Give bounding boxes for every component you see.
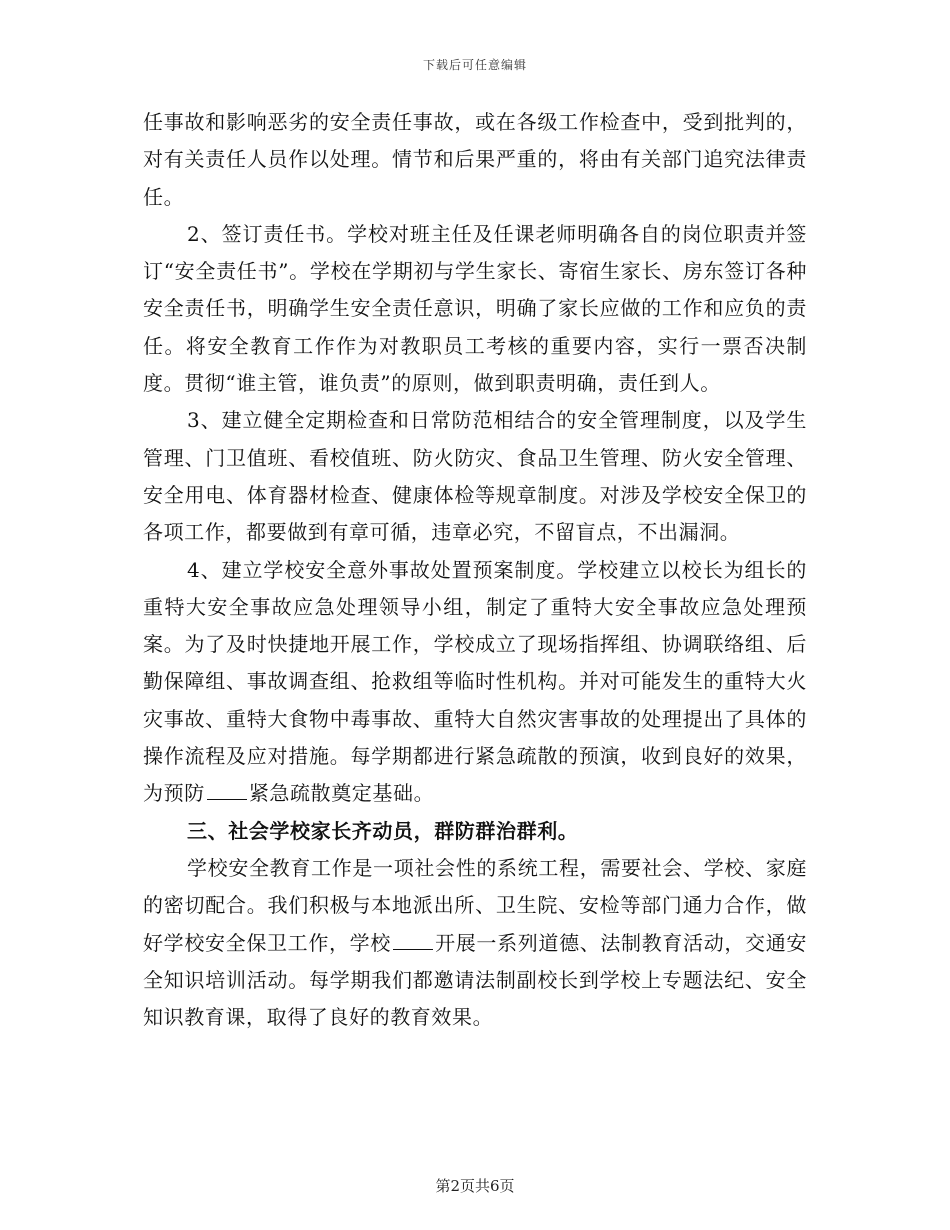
- paragraph-section-3-tail: 开展一系列道德、法制教育活动，交通安全知识培训活动。每学期我们都邀请法制副校长到学校上专题法纪、安全知识教育课，取得了良好的教育效果。: [143, 930, 807, 1030]
- paragraph-section-3: [143, 850, 807, 1036]
- page-number-footer: 第2页共6页: [435, 1177, 515, 1195]
- fill-in-blank: [393, 931, 433, 950]
- document-body: [143, 104, 807, 1036]
- section-heading: 三、社会学校家长齐动员，群防群治群利。: [187, 818, 579, 843]
- paragraph-item-2: 2、签订责任书。学校对班主任及任课老师明确各自的岗位职责并签订“安全责任书”。学校在学期初与学生家长、寄宿生家长、房东签订各种安全责任书，明确学生安全责任意识，明确了家长应做的工作和应负的责任。将安全教育工作作为对教职员工考核的重要内容，实行一票否决制度。贯彻“谁主管，谁负责”的原则，做到职责明确，责任到人。: [143, 221, 807, 396]
- paragraph-section-3-text: 学校安全教育工作是一项社会性的系统工程，需要社会、学校、家庭的密切配合。我们积极与本地派出所、卫生院、安检等部门通力合作，做好学校安全保卫工作，学校: [143, 855, 807, 955]
- paragraph-item-4-tail: 紧急疏散奠定基础。: [248, 781, 435, 806]
- paragraph-item-4-text: 4、建立学校安全意外事故处置预案制度。学校建立以校长为组长的重特大安全事故应急处理领导小组，制定了重特大安全事故应急处理预案。为了及时快捷地开展工作，学校成立了现场指挥组、协调联络组、后勤保障组、事故调查组、抢救组等临时性机构。并对可能发生的重特大火灾事故、重特大食物中毒事故、重特大自然灾害事故的处理提出了具体的操作流程及应对措施。每学期都进行紧急疏散的预演，收到良好的效果，为预防: [143, 557, 807, 806]
- page-header-note: 下载后可任意编辑: [422, 58, 527, 72]
- paragraph-item-3: 3、建立健全定期检查和日常防范相结合的安全管理制度，以及学生管理、门卫值班、看校值班、防火防灾、食品卫生管理、防火安全管理、安全用电、体育器材检查、健康体检等规章制度。对涉及学校安全保卫的各项工作，都要做到有章可循，违章必究，不留盲点，不出漏洞。: [143, 408, 807, 545]
- paragraph-item-4: [143, 552, 807, 813]
- paragraph-continuation: 任事故和影响恶劣的安全责任事故，或在各级工作检查中，受到批判的，对有关责任人员作以处理。情节和后果严重的，将由有关部门追究法律责任。: [143, 110, 807, 209]
- fill-in-blank: [207, 781, 247, 800]
